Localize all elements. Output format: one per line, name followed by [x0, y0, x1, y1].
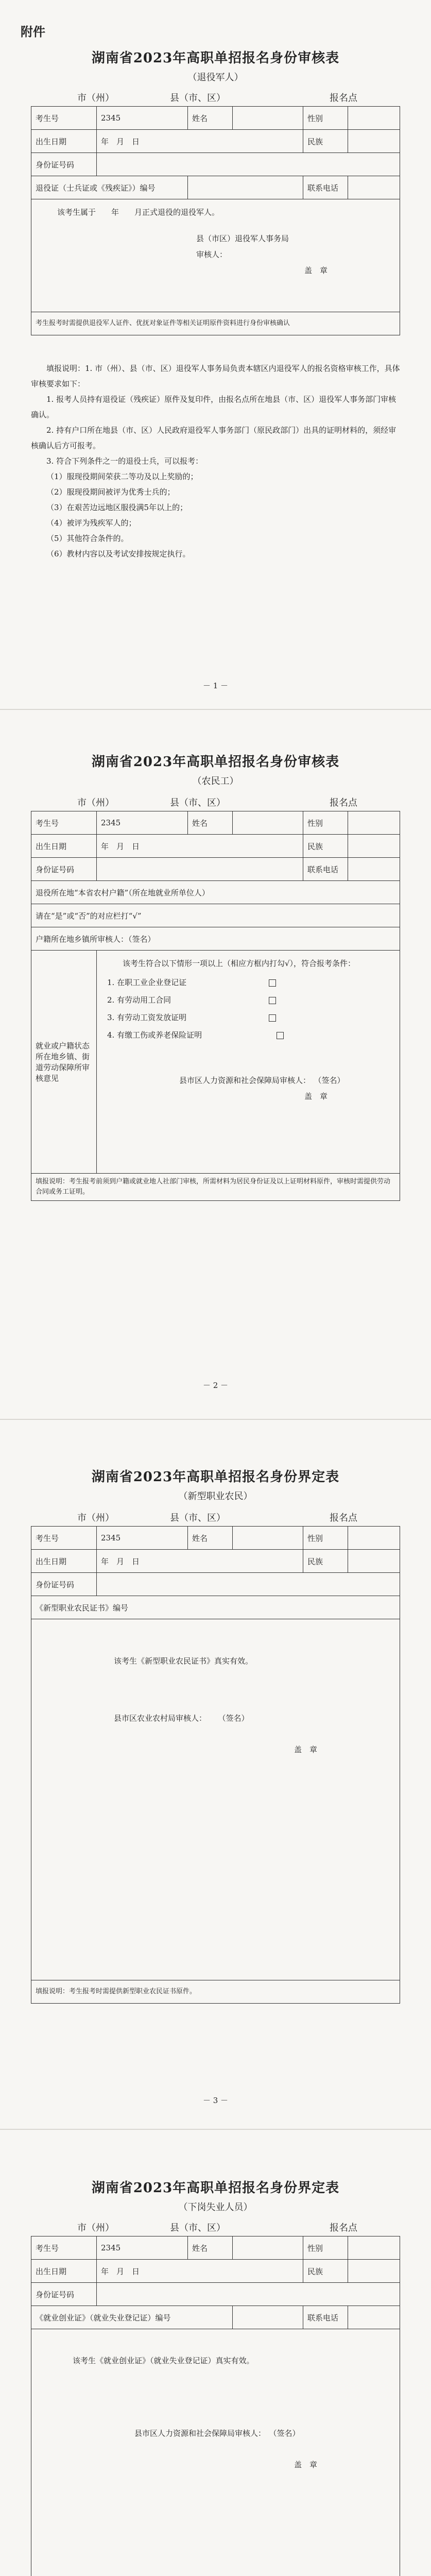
- instruction-line: （4）被评为残疾军人的；: [46, 518, 136, 528]
- ethnic-value: [348, 835, 400, 858]
- instruction-line: （3）在艰苦边远地区服役满5年以上的；: [46, 503, 188, 512]
- name-value: [233, 2236, 303, 2260]
- ethnic-label: 民族: [303, 835, 348, 858]
- ethnic-label: 民族: [303, 130, 348, 153]
- id-label: 身份证号码: [31, 1573, 97, 1596]
- seal-line: 盖 章: [294, 2460, 317, 2469]
- proof-line: 该考生属于 年 月正式退役的退役军人。: [57, 208, 220, 217]
- review-form-table: [31, 811, 400, 1201]
- gender-label: 性别: [303, 1527, 348, 1550]
- county-label: 县（市、区）: [170, 798, 226, 808]
- name-label: 姓名: [188, 107, 233, 130]
- page-subtitle: （新型职业农民）: [178, 1491, 253, 1502]
- ethnic-value: [348, 2260, 400, 2283]
- id-label: 身份证号码: [31, 2283, 97, 2306]
- gender-value: [348, 1527, 400, 1550]
- seal-line: 盖 章: [304, 266, 327, 275]
- condition-option: 2. 有劳动用工合同: [107, 991, 389, 1009]
- city-label: 市（州）: [77, 2223, 114, 2233]
- note-cell: 考生报考时需提供退役军人证件、优抚对象证件等相关证明原件资料进行身份审核确认: [31, 312, 400, 335]
- name-value: [233, 107, 303, 130]
- city-label: 市（州）: [77, 93, 114, 104]
- instruction-line: （1）服现役期间荣获二等功及以上奖励的；: [46, 472, 198, 481]
- page-subtitle: （退役军人）: [187, 72, 244, 83]
- county-label: 县（市、区）: [170, 93, 226, 104]
- birth-value: 年 月 日: [97, 835, 303, 858]
- id-value: [97, 1573, 400, 1596]
- ethnic-label: 民族: [303, 2260, 348, 2283]
- review-form-table: [31, 106, 400, 335]
- exam-no-label: 考生号: [31, 107, 97, 130]
- contact-value: [348, 858, 400, 881]
- contact-value: [348, 176, 400, 199]
- id-label: 身份证号码: [31, 858, 97, 881]
- attachment-label: 附件: [21, 25, 45, 39]
- contact-label: 联系电话: [303, 2306, 348, 2329]
- cert-value: [188, 176, 303, 199]
- birth-value: 年 月 日: [97, 1550, 303, 1573]
- tick-row: 请在“是”或“否”的对应栏打“√”: [31, 904, 400, 927]
- statement-cell: [31, 2329, 400, 2576]
- checkbox[interactable]: [269, 979, 276, 987]
- contact-value: [348, 2306, 400, 2329]
- id-value: [97, 2283, 400, 2306]
- name-label: 姓名: [188, 1527, 233, 1550]
- exam-no-value: 2345: [97, 1527, 188, 1550]
- reviewer-line: 审核人：: [196, 250, 228, 259]
- review-form-table: [31, 1526, 400, 2004]
- instruction-line: 2. 持有户口所在地县（市、区）人民政府退役军人事务部门（原民政部门）出具的证明材料的，须经审核确认后方可报考。: [31, 426, 396, 450]
- page-title: 湖南省2023年高职单招报名身份审核表: [91, 50, 340, 66]
- gender-value: [348, 811, 400, 835]
- gender-label: 性别: [303, 107, 348, 130]
- page-2: [0, 710, 431, 1420]
- statement-cell: [31, 1619, 400, 1980]
- page-3: [0, 1420, 431, 2130]
- exam-no-value: 2345: [97, 811, 188, 835]
- exam-no-label: 考生号: [31, 1527, 97, 1550]
- name-value: [233, 811, 303, 835]
- county-label: 县（市、区）: [170, 2223, 226, 2233]
- checkbox[interactable]: [269, 997, 276, 1004]
- statement-line: 该考生《新型职业农民证书》真实有效。: [114, 1656, 253, 1666]
- name-label: 姓名: [188, 2236, 233, 2260]
- dept-line: 县市区人力资源和社会保障局审核人： （签名）: [134, 2429, 300, 2438]
- id-value: [97, 153, 400, 176]
- proof-cell: [31, 199, 400, 312]
- unit-row: 退役所在地“本省农村户籍”（所在地就业所单位人）: [31, 881, 400, 904]
- cond-intro: 该考生符合以下情形一项以上（相应方框内打勾√），符合报考条件：: [123, 959, 356, 968]
- id-label: 身份证号码: [31, 153, 97, 176]
- gender-label: 性别: [303, 811, 348, 835]
- seal-line: 盖 章: [294, 1745, 317, 1754]
- cert-value: [233, 2306, 303, 2329]
- page-title: 湖南省2023年高职单招报名身份界定表: [91, 2180, 340, 2196]
- ethnic-value: [348, 130, 400, 153]
- left-col-label: 就业或户籍状态所在地乡镇、街道劳动保障所审核意见: [31, 951, 97, 1174]
- instruction-line: 3. 符合下列条件之一的退役士兵，可以报考：: [46, 456, 203, 466]
- condition-option: 3. 有劳动工资发放证明: [107, 1009, 389, 1026]
- birth-label: 出生日期: [31, 835, 97, 858]
- birth-value: 年 月 日: [97, 130, 303, 153]
- site-label: 报名点: [330, 93, 357, 104]
- exam-no-value: 2345: [97, 2236, 188, 2260]
- page-number: － 1 －: [202, 681, 229, 690]
- cert-label: 《就业创业证》（就业失业登记证）编号: [31, 2306, 233, 2329]
- exam-no-value: 2345: [97, 107, 188, 130]
- condition-option: 4. 有缴工伤或养老保险证明: [107, 1026, 389, 1044]
- condition-option: 1. 在职工业企业登记证: [107, 974, 389, 991]
- contact-label: 联系电话: [303, 176, 348, 199]
- page-1: [0, 0, 431, 710]
- page-number: － 2 －: [202, 1381, 229, 1390]
- note-cell: 填报说明：考生报考前须到户籍或就业地人社部门审核，所需材料为居民身份证及以上证明材料原件，审核时需提供劳动合同或务工证明。: [31, 1174, 400, 1201]
- instruction-line: 填报说明：1. 市（州）、县（市、区）退役军人事务局负责本辖区内退役军人的报名资格审核工作，具体审核要求如下：: [31, 364, 400, 388]
- site-label: 报名点: [330, 1513, 357, 1523]
- page-number: － 3 －: [202, 2096, 229, 2105]
- gender-value: [348, 2236, 400, 2260]
- exam-no-label: 考生号: [31, 811, 97, 835]
- birth-label: 出生日期: [31, 1550, 97, 1573]
- ethnic-value: [348, 1550, 400, 1573]
- id-value: [97, 858, 303, 881]
- instruction-line: （2）服现役期间被评为优秀士兵的；: [46, 487, 175, 497]
- page-subtitle: （下岗失业人员）: [178, 2202, 253, 2213]
- city-label: 市（州）: [77, 798, 114, 808]
- statement-line: 该考生《就业创业证》（就业失业登记证）真实有效。: [73, 2356, 254, 2365]
- ethnic-label: 民族: [303, 1550, 348, 1573]
- instruction-line: 1. 报考人员持有退役证（残疾证）原件及复印件，由报名点所在地县（市、区）退役军人事务部门审核确认。: [31, 395, 396, 419]
- site-label: 报名点: [330, 798, 357, 808]
- gender-value: [348, 107, 400, 130]
- contact-label: 联系电话: [303, 858, 348, 881]
- village-row: 户籍所在地乡镇所审核人：（签名）: [31, 927, 400, 951]
- note-cell: 填报说明：考生报考时需提供新型职业农民证书原件。: [31, 1980, 400, 2004]
- page-title: 湖南省2023年高职单招报名身份审核表: [91, 754, 340, 770]
- name-value: [233, 1527, 303, 1550]
- instruction-line: （5）其他符合条件的。: [46, 534, 129, 543]
- page-title: 湖南省2023年高职单招报名身份界定表: [91, 1469, 340, 1485]
- page-4: [0, 2130, 431, 2576]
- exam-no-label: 考生号: [31, 2236, 97, 2260]
- conditions-cell: [97, 951, 400, 1174]
- seal-line: 盖 章: [304, 1092, 327, 1101]
- name-label: 姓名: [188, 811, 233, 835]
- review-form-table: [31, 2236, 400, 2576]
- instructions: [31, 361, 400, 562]
- birth-value: 年 月 日: [97, 2260, 303, 2283]
- instruction-line: （6）教材内容以及考试安排按规定执行。: [46, 549, 191, 558]
- dept-line: 县市区农业农村局审核人： （签名）: [114, 1714, 249, 1723]
- dept-line: 县市区人力资源和社会保障局审核人： （签名）: [179, 1076, 345, 1085]
- dept-line: 县（市区）退役军人事务局: [196, 234, 289, 243]
- site-label: 报名点: [330, 2223, 357, 2233]
- birth-label: 出生日期: [31, 2260, 97, 2283]
- checkbox[interactable]: [277, 1032, 284, 1039]
- cert-label: 退役证（士兵证或《残疾证》）编号: [31, 176, 188, 199]
- cert-row: 《新型职业农民证书》编号: [31, 1596, 400, 1619]
- county-label: 县（市、区）: [170, 1513, 226, 1523]
- page-subtitle: （农民工）: [192, 776, 239, 787]
- city-label: 市（州）: [77, 1513, 114, 1523]
- gender-label: 性别: [303, 2236, 348, 2260]
- checkbox[interactable]: [269, 1014, 276, 1022]
- birth-label: 出生日期: [31, 130, 97, 153]
